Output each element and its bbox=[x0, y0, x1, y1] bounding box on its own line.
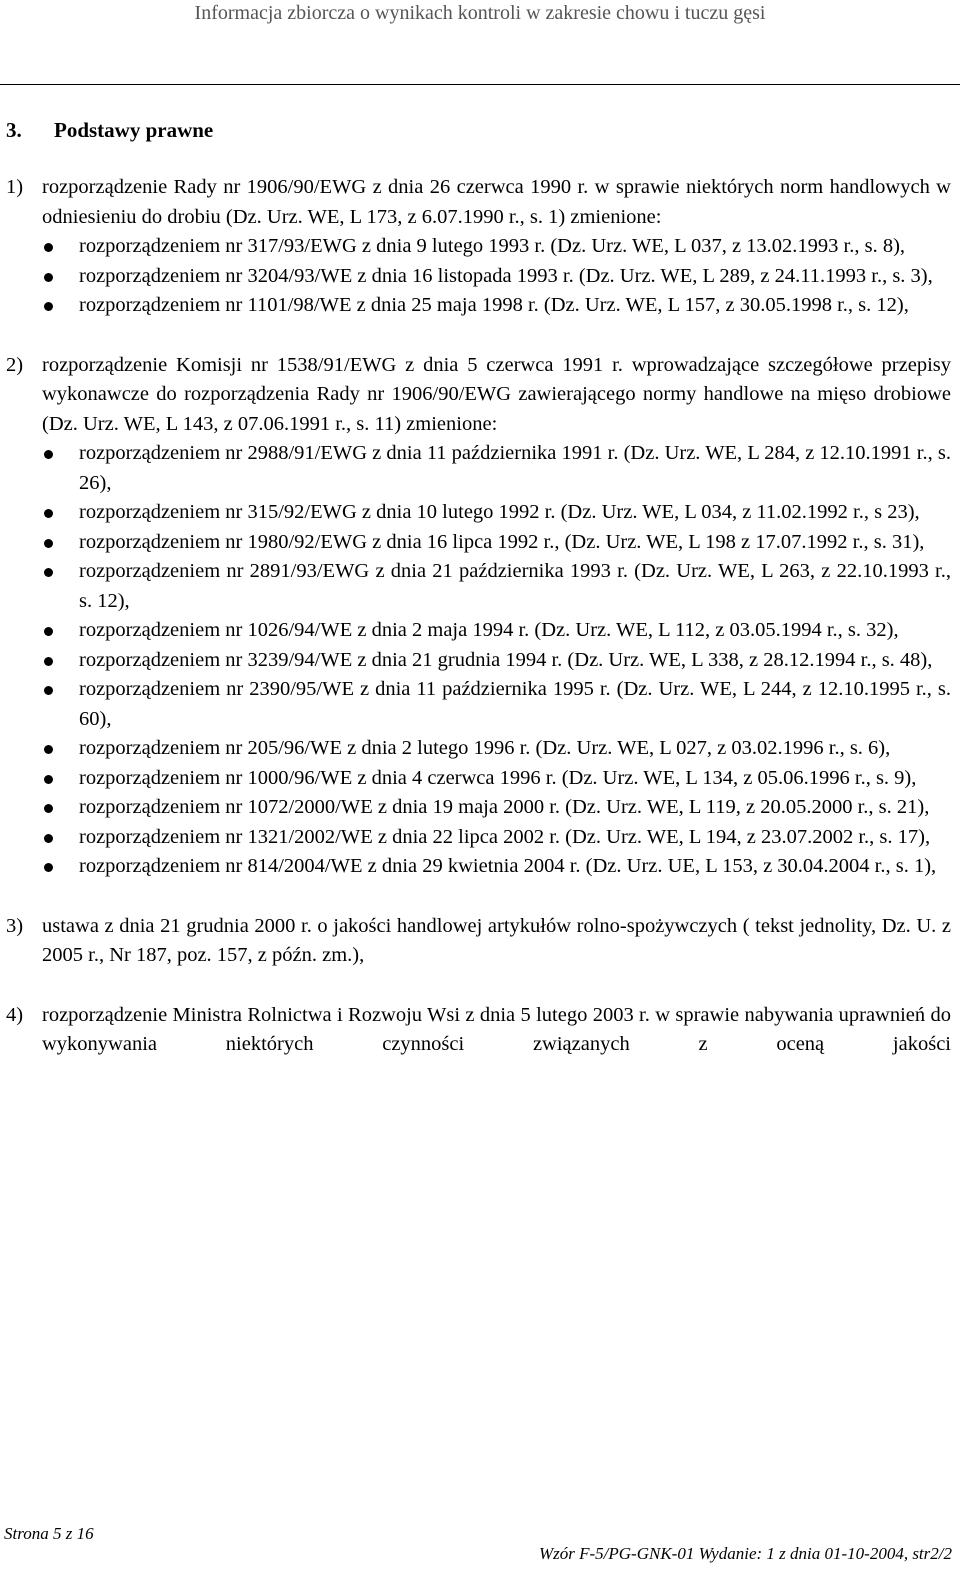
bullet-icon bbox=[44, 273, 53, 282]
legal-item-4 bbox=[6, 1001, 951, 1060]
item-intro: rozporządzenie Ministra Rolnictwa i Rozwoju Wsi z dnia 5 lutego 2003 r. w sprawie nabywania uprawnień do wykonywania niektórych czynności związanych z oceną jakości bbox=[42, 1003, 951, 1055]
list-item: rozporządzeniem nr 1000/96/WE z dnia 4 czerwca 1996 r. (Dz. Urz. WE, L 134, z 05.06.1996 r., s. 9), bbox=[6, 764, 951, 794]
bullet-icon bbox=[44, 834, 53, 843]
list-item: rozporządzeniem nr 1026/94/WE z dnia 2 maja 1994 r. (Dz. Urz. WE, L 112, z 03.05.1994 r., s. 32), bbox=[6, 616, 951, 646]
bullet-icon bbox=[44, 804, 53, 813]
list-item: rozporządzeniem nr 2988/91/EWG z dnia 11 października 1991 r. (Dz. Urz. WE, L 284, z 12.10.1991 r., s. 26), bbox=[6, 439, 951, 498]
bullet-icon bbox=[44, 302, 53, 311]
item-intro: rozporządzenie Komisji nr 1538/91/EWG z dnia 5 czerwca 1991 r. wprowadzające szczegółowe przepisy wykonawcze do rozporządzenia Rady nr 1906/90/EWG zawierającego normy handlowe na mięso drobiowe (Dz. Urz. WE, L 143, z 07.06.1991 r., s. 11) zmienione: bbox=[42, 353, 951, 435]
list-item: rozporządzeniem nr 1980/92/EWG z dnia 16 lipca 1992 r., (Dz. Urz. WE, L 198 z 17.07.1992 r., s. 31), bbox=[6, 528, 951, 558]
list-item: rozporządzeniem nr 3204/93/WE z dnia 16 listopada 1993 r. (Dz. Urz. WE, L 289, z 24.11.1993 r., s. 3), bbox=[6, 262, 951, 292]
bullet-icon bbox=[44, 657, 53, 666]
list-item: rozporządzeniem nr 317/93/EWG z dnia 9 lutego 1993 r. (Dz. Urz. WE, L 037, z 13.02.1993 r., s. 8), bbox=[6, 232, 951, 262]
page-number: Strona 5 z 16 bbox=[4, 1524, 94, 1543]
item-number: 4) bbox=[6, 1003, 24, 1026]
legal-item-3 bbox=[6, 912, 951, 971]
bullet-icon bbox=[44, 686, 53, 695]
item-number: 3) bbox=[6, 914, 24, 937]
item-intro: rozporządzenie Rady nr 1906/90/EWG z dnia 26 czerwca 1990 r. w sprawie niektórych norm handlowych w odniesieniu do drobiu (Dz. Urz. WE, L 173, z 6.07.1990 r., s. 1) zmienione: bbox=[42, 176, 951, 228]
list-item: rozporządzeniem nr 315/92/EWG z dnia 10 lutego 1992 r. (Dz. Urz. WE, L 034, z 11.02.1992 r., s 23), bbox=[6, 498, 951, 528]
amendment-list-1 bbox=[6, 232, 951, 321]
bullet-icon bbox=[44, 509, 53, 518]
amendment-list-2 bbox=[6, 439, 951, 882]
legal-bases-list bbox=[6, 173, 951, 1060]
list-item: rozporządzeniem nr 1101/98/WE z dnia 25 maja 1998 r. (Dz. Urz. WE, L 157, z 30.05.1998 r., s. 12), bbox=[6, 291, 951, 321]
item-intro: ustawa z dnia 21 grudnia 2000 r. o jakości handlowej artykułów rolno-spożywczych ( tekst jednolity, Dz. U. z 2005 r., Nr 187, poz. 157, z późn. zm.), bbox=[42, 914, 951, 966]
header-rule bbox=[0, 84, 960, 85]
list-item: rozporządzeniem nr 814/2004/WE z dnia 29 kwietnia 2004 r. (Dz. Urz. UE, L 153, z 30.04.2004 r., s. 1), bbox=[6, 852, 951, 882]
form-footer: Wzór F-5/PG-GNK-01 Wydanie: 1 z dnia 01-10-2004, str2/2 bbox=[538, 1544, 952, 1563]
item-number: 2) bbox=[6, 353, 24, 376]
bullet-icon bbox=[44, 627, 53, 636]
running-header: Informacja zbiorcza o wynikach kontroli w zakresie chowu i tuczu gęsi bbox=[194, 2, 766, 24]
section-number: 3. bbox=[6, 118, 22, 142]
bullet-icon bbox=[44, 539, 53, 548]
list-item: rozporządzeniem nr 2390/95/WE z dnia 11 października 1995 r. (Dz. Urz. WE, L 244, z 12.10.1995 r., s. 60), bbox=[6, 675, 951, 734]
bullet-icon bbox=[44, 243, 53, 252]
legal-item-2 bbox=[6, 351, 951, 440]
bullet-icon bbox=[44, 745, 53, 754]
section-heading bbox=[6, 118, 213, 143]
bullet-icon bbox=[44, 568, 53, 577]
bullet-icon bbox=[44, 450, 53, 459]
bullet-icon bbox=[44, 863, 53, 872]
list-item: rozporządzeniem nr 2891/93/EWG z dnia 21 października 1993 r. (Dz. Urz. WE, L 263, z 22.10.1993 r., s. 12), bbox=[6, 557, 951, 616]
item-number: 1) bbox=[6, 176, 24, 198]
list-item: rozporządzeniem nr 205/96/WE z dnia 2 lutego 1996 r. (Dz. Urz. WE, L 027, z 03.02.1996 r., s. 6), bbox=[6, 734, 951, 764]
list-item: rozporządzeniem nr 1321/2002/WE z dnia 22 lipca 2002 r. (Dz. Urz. WE, L 194, z 23.07.2002 r., s. 17), bbox=[6, 823, 951, 853]
list-item: rozporządzeniem nr 3239/94/WE z dnia 21 grudnia 1994 r. (Dz. Urz. WE, L 338, z 28.12.1994 r., s. 48), bbox=[6, 646, 951, 676]
bullet-icon bbox=[44, 775, 53, 784]
legal-item-1 bbox=[6, 173, 951, 232]
list-item: rozporządzeniem nr 1072/2000/WE z dnia 19 maja 2000 r. (Dz. Urz. WE, L 119, z 20.05.2000 r., s. 21), bbox=[6, 793, 951, 823]
section-title: Podstawy prawne bbox=[54, 118, 214, 142]
